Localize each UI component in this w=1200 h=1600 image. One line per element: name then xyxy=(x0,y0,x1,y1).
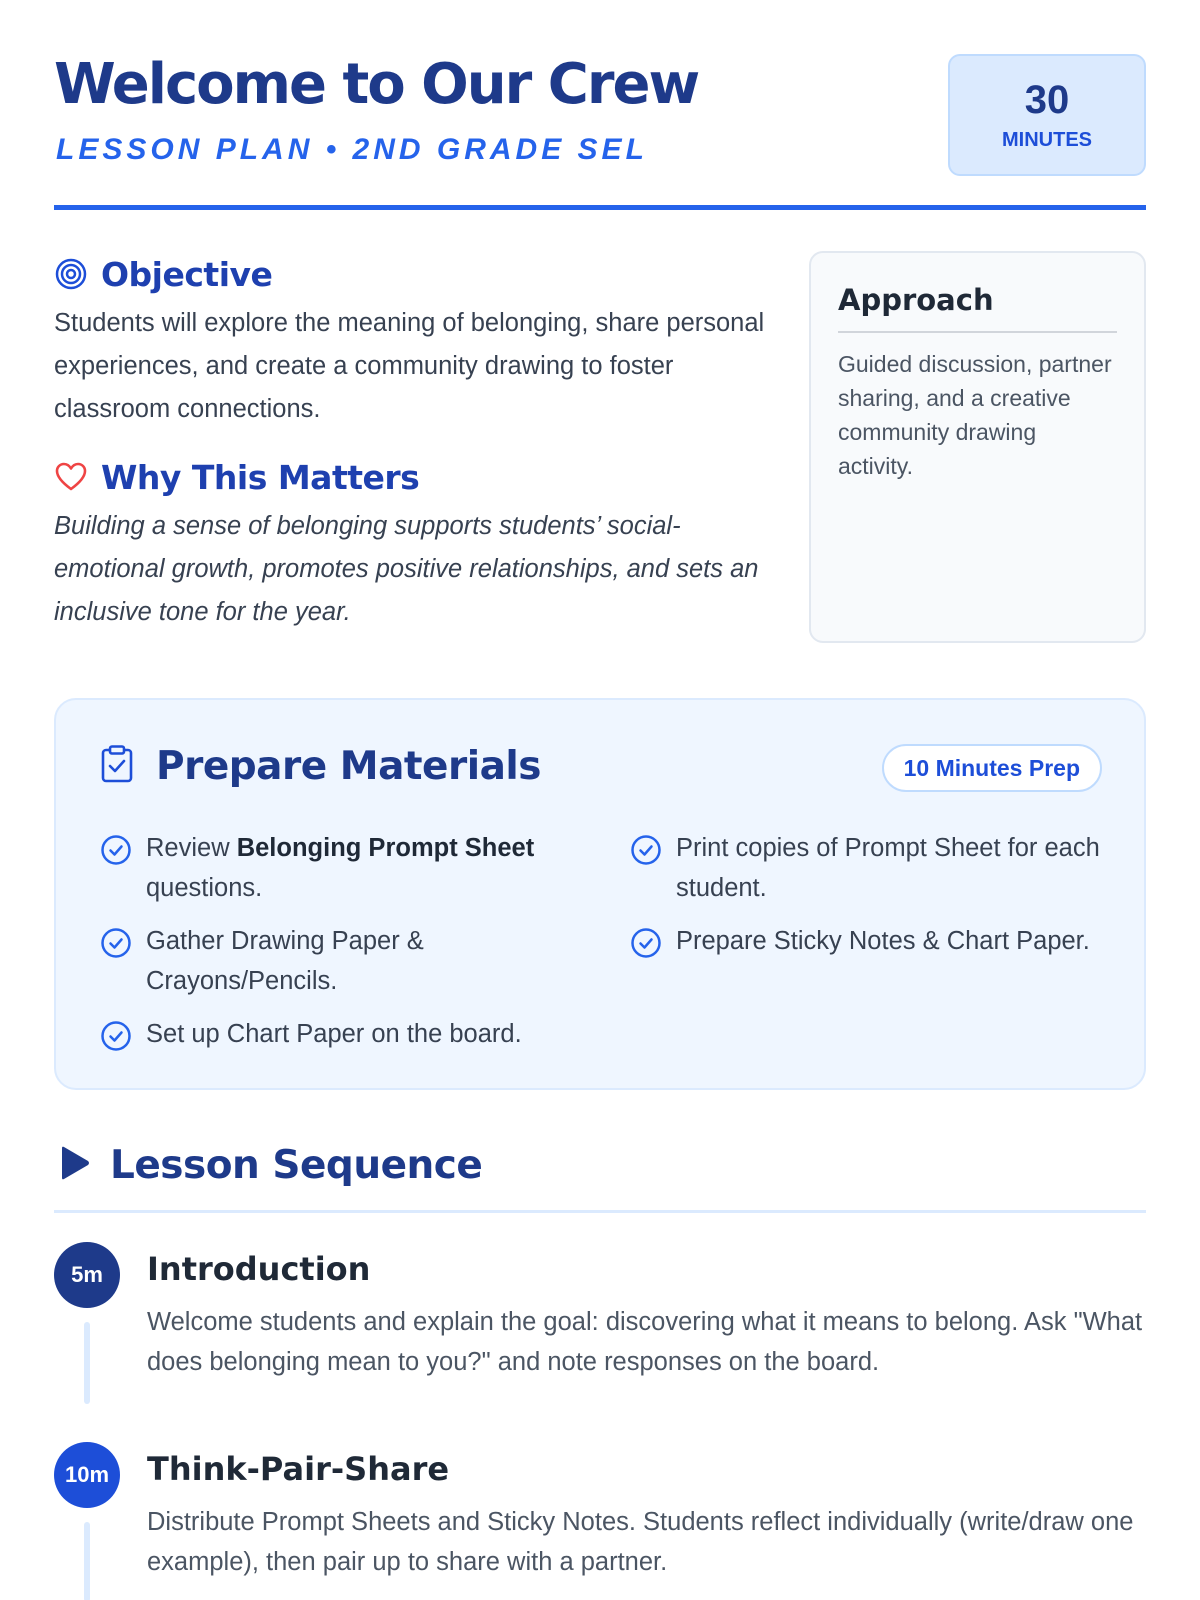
duration-value: 30 xyxy=(1024,78,1070,122)
list-item xyxy=(630,921,1100,961)
list-item xyxy=(100,921,570,1001)
why-label: Why This Matters xyxy=(101,457,420,497)
objective-column xyxy=(54,252,774,634)
materials-label: Prepare Materials xyxy=(156,744,541,789)
page-title: Welcome to Our Crew xyxy=(54,52,699,117)
item-text: Print copies of Prompt Sheet for each student. xyxy=(676,834,1100,902)
timeline-connector xyxy=(84,1322,90,1404)
prep-time-badge: 10 Minutes Prep xyxy=(882,744,1102,792)
check-circle-icon xyxy=(100,834,132,866)
play-icon xyxy=(54,1143,94,1188)
objective-text: Students will explore the meaning of belonging, share personal experiences, and create a community drawing to foster classroom connections. xyxy=(54,309,765,423)
duration-unit: MINUTES xyxy=(1002,129,1092,151)
step-time-badge: 5m xyxy=(54,1242,120,1308)
list-item xyxy=(100,828,570,908)
sequence-label: Lesson Sequence xyxy=(110,1143,483,1188)
approach-card xyxy=(809,251,1146,643)
target-icon xyxy=(54,257,88,291)
why-text: Building a sense of belonging supports students’ social-emotional growth, promotes positive relationships, and sets an inclusive tone for the year. xyxy=(54,512,759,626)
check-circle-icon xyxy=(100,927,132,959)
step-title: Introduction xyxy=(147,1250,371,1288)
header xyxy=(54,0,1146,210)
sequence-heading xyxy=(54,1143,1146,1213)
objective-heading xyxy=(54,252,774,296)
materials-list-left xyxy=(100,828,570,1067)
item-text-before: Review xyxy=(146,834,237,862)
approach-text: Guided discussion, partner sharing, and a creative community drawing activity. xyxy=(838,351,1112,479)
objective-label: Objective xyxy=(101,254,273,294)
item-text: Prepare Sticky Notes & Chart Paper. xyxy=(676,927,1090,955)
step-description: Welcome students and explain the goal: discovering what it means to belong. Ask "What does belonging mean to you?" and note responses on the board. xyxy=(147,1308,1143,1376)
list-item xyxy=(100,1014,570,1054)
step-title: Think-Pair-Share xyxy=(147,1450,450,1488)
clipboard-check-icon xyxy=(100,745,134,788)
step-time-badge: 10m xyxy=(54,1442,120,1508)
materials-list-right xyxy=(630,828,1100,974)
heart-icon xyxy=(54,460,88,494)
item-text: Gather Drawing Paper & Crayons/Pencils. xyxy=(146,927,424,995)
item-text-bold: Belonging Prompt Sheet xyxy=(236,834,535,862)
item-text-after: questions. xyxy=(146,874,263,902)
check-circle-icon xyxy=(630,927,662,959)
check-circle-icon xyxy=(100,1020,132,1052)
why-heading xyxy=(54,455,774,499)
materials-heading xyxy=(100,744,541,789)
list-item xyxy=(630,828,1100,908)
approach-title: Approach xyxy=(838,283,1117,333)
page-subtitle: LESSON PLAN • 2ND GRADE SEL xyxy=(56,133,648,166)
lesson-plan-page xyxy=(54,0,1146,1576)
duration-badge xyxy=(948,54,1146,176)
step-description: Distribute Prompt Sheets and Sticky Notes. Students reflect individually (write/draw one example), then pair up to share with a partner. xyxy=(147,1508,1134,1576)
item-text: Set up Chart Paper on the board. xyxy=(146,1020,522,1048)
check-circle-icon xyxy=(630,834,662,866)
materials-panel xyxy=(54,698,1146,1090)
timeline-connector xyxy=(84,1522,90,1600)
